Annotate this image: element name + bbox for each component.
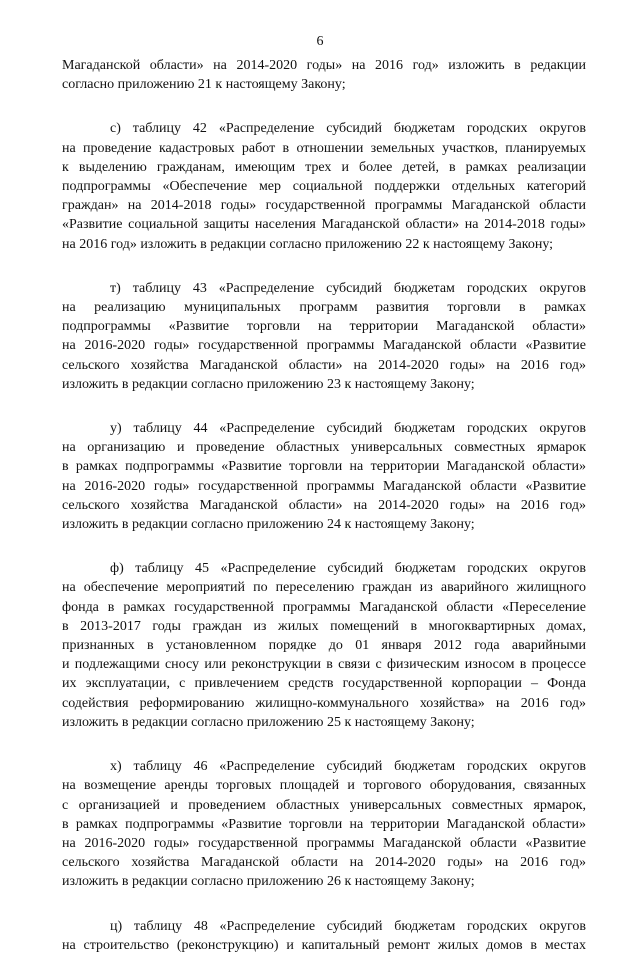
paragraph-line: ц) таблицу 48 «Распределение субсидий бюджетам городских округов xyxy=(110,918,586,934)
page-number: 6 xyxy=(316,34,324,49)
paragraph-line: на 2016-2020 годы» государственной программы Магаданской области «Развитие xyxy=(62,478,586,494)
paragraph-line: с организацией и проведением областных универсальных совместных ярмарок, xyxy=(62,797,586,813)
paragraph-line: на организацию и проведение областных универсальных совместных ярмарок xyxy=(62,440,586,456)
paragraph-line: содействия реформированию жилищно-коммунального хозяйства» на 2016 год» xyxy=(62,695,586,711)
paragraph xyxy=(62,119,586,253)
paragraph-line: на 2016 год» изложить в редакции согласно приложению 22 к настоящему Закону; xyxy=(62,236,554,252)
paragraph-line: в рамках подпрограммы «Развитие торговли на территории Магаданской области» xyxy=(62,459,586,475)
paragraph-line: к выделению гражданам, имеющим трех и более детей, в рамках реализации xyxy=(62,159,586,175)
paragraph-line: сельского хозяйства Магаданской области» на 2014-2020 годы» на 2016 год» xyxy=(62,497,586,513)
paragraph-line: у) таблицу 44 «Распределение субсидий бюджетам городских округов xyxy=(110,421,586,437)
paragraph xyxy=(62,419,586,534)
paragraph-line: изложить в редакции согласно приложению 23 к настоящему Закону; xyxy=(62,376,475,392)
paragraph-line: на 2016-2020 годы» государственной программы Магаданской области «Развитие xyxy=(62,338,586,354)
document-body xyxy=(62,56,586,980)
paragraph xyxy=(62,917,586,955)
paragraph-line: х) таблицу 46 «Распределение субсидий бюджетам городских округов xyxy=(110,759,586,775)
paragraph-line: т) таблицу 43 «Распределение субсидий бюджетам городских округов xyxy=(110,280,586,296)
paragraph-line: Магаданской области» на 2014-2020 годы» на 2016 год» изложить в редакции xyxy=(62,58,586,73)
paragraph-line: на строительство (реконструкцию) и капитальный ремонт жилых домов в местах xyxy=(62,937,586,953)
paragraph-line: с) таблицу 42 «Распределение субсидий бюджетам городских округов xyxy=(110,121,586,137)
paragraph-line: их эксплуатации, с привлечением средств государственной корпорации – Фонда xyxy=(62,676,586,692)
paragraph-line: на обеспечение мероприятий по переселению граждан из аварийного жилищного xyxy=(62,580,586,596)
paragraph-line: на 2016-2020 годы» государственной программы Магаданской области «Развитие xyxy=(62,835,586,851)
paragraph-line: граждан» на 2014-2018 годы» государственной программы Магаданской области xyxy=(62,198,586,214)
paragraph-line: фонда в рамках государственной программы Магаданской области «Переселение xyxy=(62,599,586,615)
paragraph-line: изложить в редакции согласно приложению 25 к настоящему Закону; xyxy=(62,714,475,730)
paragraph-line: подпрограммы «Развитие торговли на территории Магаданской области» xyxy=(62,319,586,335)
paragraph-line: на реализацию муниципальных программ развития торговли в рамках xyxy=(62,300,586,316)
paragraph-line: в 2013-2017 годы граждан из жилых помещений в многоквартирных домах, xyxy=(62,618,586,634)
paragraph xyxy=(62,757,586,891)
paragraph xyxy=(62,279,586,394)
paragraph-line: в рамках подпрограммы «Развитие торговли на территории Магаданской области» xyxy=(62,816,586,832)
paragraph-line: подпрограммы «Обеспечение мер социальной поддержки отдельных категорий xyxy=(62,179,586,195)
paragraph-line: согласно приложению 21 к настоящему Закону; xyxy=(62,77,346,93)
paragraph-line: изложить в редакции согласно приложению 26 к настоящему Закону; xyxy=(62,874,475,890)
paragraph xyxy=(62,559,586,732)
paragraph-line: «Развитие социальной защиты населения Магаданской области» на 2014-2018 годы» xyxy=(62,217,586,233)
paragraph-line: сельского хозяйства Магаданской области на 2014-2020 годы» на 2016 год» xyxy=(62,855,586,871)
paragraph-line: на возмещение аренды торговых площадей и торгового оборудования, связанных xyxy=(62,778,586,794)
paragraph-line: признанных в установленном порядке до 01 января 2012 года аварийными xyxy=(62,638,586,654)
paragraph xyxy=(62,56,586,94)
paragraph-line: и подлежащими сносу или реконструкции в связи с физическим износом в процессе xyxy=(62,657,586,673)
paragraph-line: изложить в редакции согласно приложению 24 к настоящему Закону; xyxy=(62,517,475,533)
paragraph-line: на проведение кадастровых работ в отношении земельных участков, планируемых xyxy=(62,140,586,156)
paragraph-line: сельского хозяйства Магаданской области» на 2014-2020 годы» на 2016 год» xyxy=(62,357,586,373)
paragraph-line: ф) таблицу 45 «Распределение субсидий бюджетам городских округов xyxy=(110,561,586,577)
